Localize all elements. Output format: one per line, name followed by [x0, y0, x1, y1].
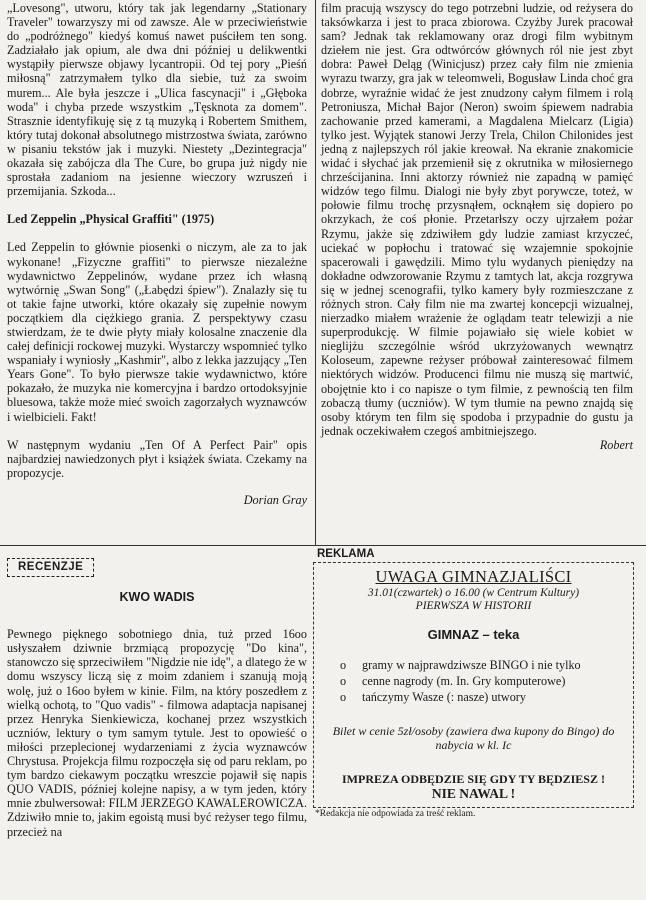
bullet-icon: o: [340, 690, 347, 704]
list-item: o gramy w najprawdziwsze BINGO i nie tylko: [340, 658, 581, 672]
ad-nie-nawal: NIE NAWAL !: [431, 786, 516, 801]
the-cure-review-column: [7, 1, 307, 507]
review-paragraph: film pracują wszyscy do tego potrzebni ludzie, od reżysera do taksówkarza i jest to praca zbiorowa. Czyżby Jurek pracował sam? Jednak tak reklamowany oraz drogi film wybitnym dziełem nie jest. Gra odtwórców głównych ról nie jest zbyt dobra: Paweł Deląg (Winicjusz) przez cały film nie zmienia wyrazu twarzy, gra jak w teleomweli, Bogusław Linda choć gra dobrze, wyraźnie widać że jest znudzony całym filmem i rolą Petroniusza, Michał Bajor (Neron) swoim śpiewem nadrabia zachowanie przed kamerami, a Magdalena Mielcarz (Ligia) tylko jest. Wyjątek stanowi Jerzy Trela, Chilon Chilonides jest jedną z najlepszych ról jakie kreował. Na ekranie znakomicie widać i słychać jak przemienił się z okrutnika w miłosiernego chrześcijanina. Inni aktorzy również nie zapadną w pamięć widzów tego filmu. Dialogi nie były zbyt porywcze, toteż, w połowie filmu trochę przysnąłem, ocknąłem się dopiero po okrzykach, że coś płonie. Przetarłszy oczy ujrzałem pożar Rzymu, jakże się zdziwiłem gdy ludzie zamiast krzyczeć, uciekać w popłochu i tratować się wzajemnie spokojnie spacerowali i gawędzili. Mimo tylu wydanych pieniędzy na dokładne odwzorowanie Rzymu z tamtych lat, akcja rozgrywa się w jednej scenografii, tylko kamery były rozmieszczane z różnych stron. Cały film nie ma zwartej koncepcji wizualnej, nierzadko miałem wrażenie że oglądam teatr telewizji a nie superprodukcję. W filmie pojawiało się wiele kobiet w nieglijżu szczególnie wśród ukrzyżowanych wewnątrz Koloseum, zapewne reżyser próbował zainteresować filmem niektórych widzów. Producenci filmu nie muszą się martwić, obojętnie kto i co napisze o tym filmie, z pewnością ten film zobaczą tłumy (uczniów). W tym tłumie na pewno znajdą się osoby którym ten film się spodoba i przypadnie do gustu ja jednak oczekiwałem czegoś ambitniejszego.: [321, 1, 633, 438]
kwo-wadis-review: [7, 558, 307, 839]
section-divider: [0, 545, 646, 546]
bullet-icon: o: [340, 658, 347, 672]
column-divider: [315, 0, 316, 545]
advertisement-box: [313, 562, 634, 808]
review-title: KWO WADIS: [119, 590, 195, 605]
led-zeppelin-heading: Led Zeppelin „Physical Graffiti" (1975): [7, 212, 215, 227]
ad-first: PIERWSZA W HISTORII: [415, 600, 532, 612]
list-item: o cenne nagrody (m. In. Gry komputerowe): [340, 674, 566, 688]
ad-list: [314, 657, 633, 705]
review-paragraph: Pewnego pięknego sobotniego dnia, tuż przed 16oo usłyszałem dziwnie brzmiącą propozycję "Do kina", stanowczo się sprzeciwiłem "Nigdzie nie idę", a dlatego że w domu wszyscy liczą się z moim zdaniem i szanują moją wolę, już o 16oo byłem w kinie. Film, na który poszedłem z wielką ochotą, to "Quo vadis" - filmowa adaptacja napisanej przez Henryka Sienkiewicza, kochanej przez wszystkich uczniów, lektury o tym samym tytule. Jest to opowieść o miłości przeplecionej wydarzeniami z życia wyznawców Chrystusa. Projekcja filmu rozpoczęła się od paru reklam, po tym bardzo ciekawym początku wreszcie pojawił się napis QUO VADIS, później kolejne napisy, a w tym jeden, który mnie zbulwersował: FILM JERZEGO KAWALEROWICZA. Zdziwiło mnie to, jakim egoistą musi być reżyser tego filmu, przecież na: [7, 627, 307, 839]
bullet-icon: o: [340, 674, 347, 688]
disclaimer-footnote: *Redakcja nie odpowiada za treść reklam.: [315, 809, 476, 819]
author-signature: Robert: [599, 437, 633, 452]
review-paragraph: W następnym wydaniu „Ten Of A Perfect Pair" opis najbardziej nawiedzonych płyt i książek świata. Czekamy na propozycje.: [7, 437, 307, 480]
list-item: o tańczymy Wasze (: nasze) utwory: [340, 690, 526, 704]
section-label: RECENZJE: [7, 558, 94, 577]
review-paragraph: „Lovesong", utworu, który tak jak legendarny „Stationary Traveler" towarzyszy mi od zawsze. Ale w przeciwieństwie do „podróżnego" kiedyś komuś nawet puściłem ten song. Zadziałało jak opium, ale dwa dni później u delikwentki wystąpiły pierwsze objawy lycantropii. Od tej pory „Pieśń miłosną" zatrzymałem tylko dla siebie, tuż za swoim murem... Ale była jeszcze i „Ulica fascynacji" i „Głęboka woda" i chyba przede wszystkim „Tęsknota za domem". Strasznie identyfikuję się z tą muzyką i Robertem Smithem, który tutaj dokonał absolutnego mistrzostwa świata, zarówno w pisaniu tekstów jak i muzyki. Niestety „Dezintegracja" okazała się zabójcza dla The Cure, bo grupa już nigdy nie sprostała zadaniom na jesienne wieczory wzruszeń i przemijania. Szkoda...: [7, 1, 307, 199]
quo-vadis-review-continued: [321, 1, 633, 452]
review-paragraph: Led Zeppelin to głównie piosenki o niczym, ale za to jak wykonane! „Fizyczne graffiti" to pierwsze niezależne wydawnictwo Zeppelinów, wydane przez ich własną wytwórnię „Swan Song" („Łabędzi śpiew"). Znalazły się tu ot takie fajne utworki, które okazały się zupełnie nowym początkiem dla ciężkiego grania. Z perspektywy czasu stwierdzam, że te dwie płyty miały kolosalne znaczenie dla całej definicji rockowej muzyki. Wystarczy wspomnieć tylko wspaniały i wyniosły „Kashmir", albo z lekka jazzujący „Ten Years Gone". To było pierwsze takie wydawnictwo, które pokazało, że muzyka nie komercyjna i bardzo ortodoksyjnie bluesowa, także może mieć swoich zagorzałych wyznawców i wielbicieli. Fakt!: [7, 240, 307, 424]
ad-title: UWAGA GIMNAZJALIŚCI: [375, 567, 572, 586]
ad-ticket-info: Bilet w cenie 5zł/osoby (zawiera dwa kupony do Bingo) do nabycia w kl. Ic: [332, 724, 615, 752]
advertisement-label: REKLAMA: [317, 548, 375, 560]
ad-impreza: IMPREZA ODBĘDZIE SIĘ GDY TY BĘDZIESZ !: [342, 772, 605, 786]
author-signature: Dorian Gray: [243, 492, 307, 507]
ad-event-name: GIMNAZ – teka: [427, 627, 520, 642]
ad-date: 31.01(czwartek) o 16.00 (w Centrum Kultury): [367, 587, 580, 599]
